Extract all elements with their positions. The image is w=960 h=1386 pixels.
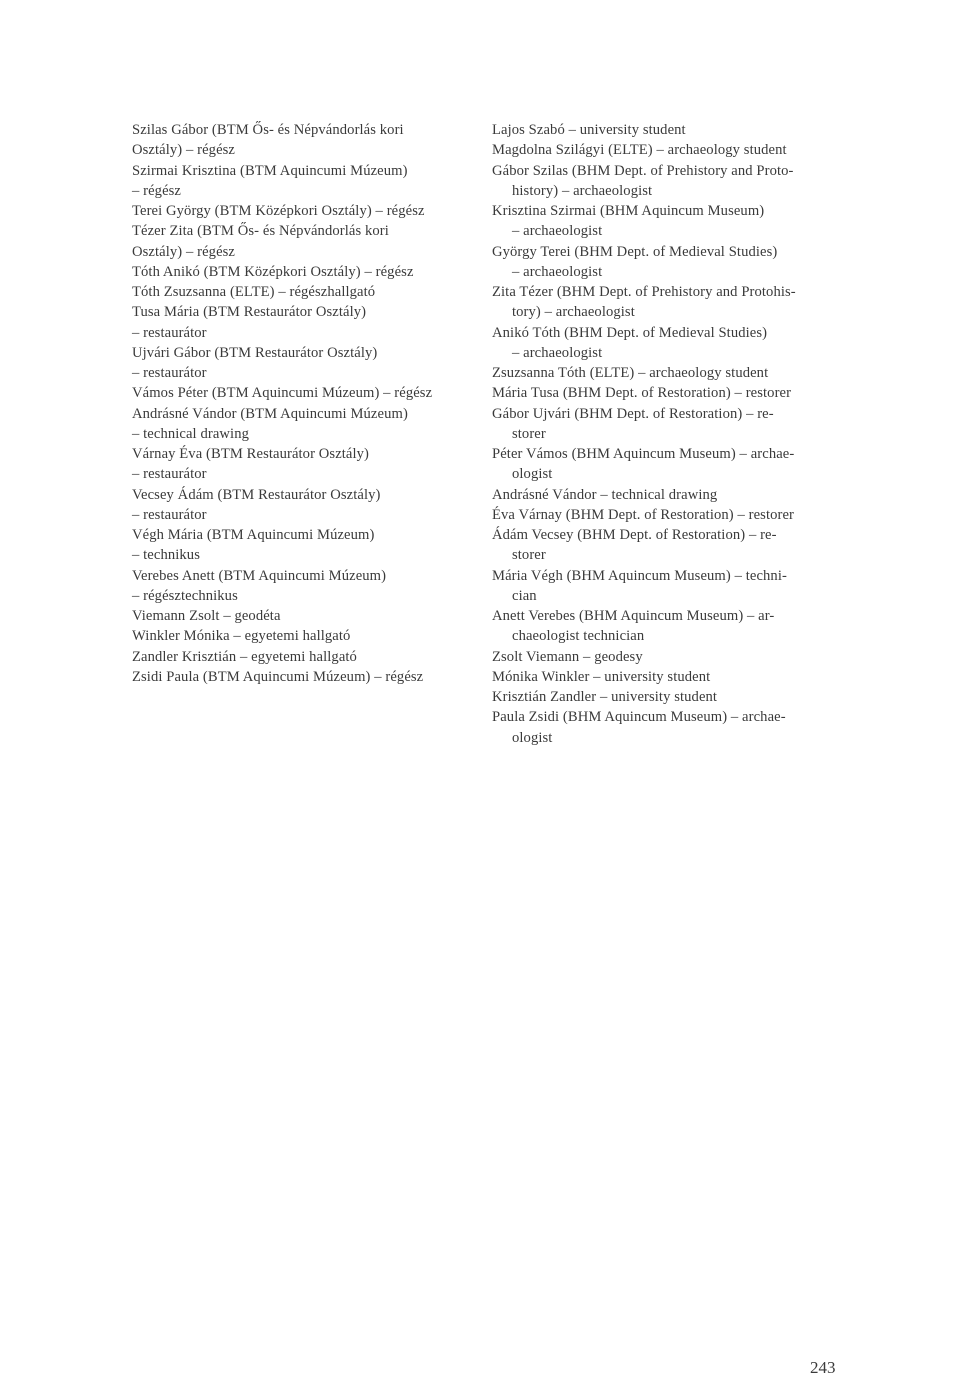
list-line: Vámos Péter (BTM Aquincumi Múzeum) – régész [132, 385, 433, 402]
list-line: Tézer Zita (BTM Ős- és Népvándorlás kori [132, 223, 389, 240]
list-line: – restaurátor [132, 506, 207, 523]
list-line: Mónika Winkler – university student [492, 668, 711, 685]
list-line: tory) – archaeologist [512, 304, 635, 321]
list-line: Zandler Krisztián – egyetemi hallgató [132, 648, 357, 665]
list-line: Andrásné Vándor – technical drawing [492, 486, 718, 503]
list-line: ologist [512, 729, 553, 746]
list-line: Viemann Zsolt – geodéta [132, 608, 281, 624]
list-line: – archaeologist [512, 223, 603, 240]
list-line: Ádám Vecsey (BHM Dept. of Restoration) – re- [492, 527, 777, 543]
list-line: Krisztina Szirmai (BHM Aquincum Museum) [492, 203, 765, 219]
page-number: 243 [810, 1358, 836, 1377]
list-line: storer [512, 547, 546, 564]
list-line: – restaurátor [132, 365, 207, 381]
list-line: – régésztechnikus [132, 587, 238, 604]
english-contributors-column [492, 120, 852, 748]
list-line: Krisztián Zandler – university student [492, 689, 718, 705]
list-line: Anikó Tóth (BHM Dept. of Medieval Studies) [492, 324, 768, 341]
list-line: Magdolna Szilágyi (ELTE) – archaeology student [492, 142, 787, 159]
list-line: Szirmai Krisztina (BTM Aquincumi Múzeum) [132, 162, 408, 179]
list-line: Zita Tézer (BHM Dept. of Prehistory and Protohis- [492, 284, 796, 300]
list-line: – restaurátor [132, 324, 207, 341]
list-line: – technikus [132, 547, 200, 564]
list-line: Paula Zsidi (BHM Aquincum Museum) – archae- [492, 709, 786, 726]
list-line: – archaeologist [512, 344, 603, 361]
list-line: Zsolt Viemann – geodesy [492, 648, 643, 665]
list-line: Péter Vámos (BHM Aquincum Museum) – archae- [492, 446, 795, 462]
list-line: Zsuzsanna Tóth (ELTE) – archaeology student [492, 365, 769, 381]
list-line: Verebes Anett (BTM Aquincumi Múzeum) [132, 567, 387, 584]
list-line: Szilas Gábor (BTM Ős- és Népvándorlás kori [132, 122, 404, 138]
list-line: Osztály) – régész [132, 142, 236, 159]
list-line: cian [512, 587, 537, 604]
list-line: Mária Végh (BHM Aquincum Museum) – techni- [492, 567, 787, 584]
list-line: – restaurátor [132, 466, 207, 483]
list-line: Andrásné Vándor (BTM Aquincumi Múzeum) [132, 405, 408, 422]
list-line: Winkler Mónika – egyetemi hallgató [132, 628, 351, 645]
list-line: chaeologist technician [512, 628, 645, 645]
list-line: – technical drawing [132, 425, 249, 442]
list-line: – régész [132, 182, 182, 199]
list-line: Mária Tusa (BHM Dept. of Restoration) – restorer [492, 385, 792, 402]
list-line: Tóth Anikó (BTM Középkori Osztály) – régész [132, 263, 414, 280]
list-line: – archaeologist [512, 263, 603, 280]
list-line: Lajos Szabó – university student [492, 122, 686, 138]
list-line: Gábor Szilas (BHM Dept. of Prehistory and Proto- [492, 162, 794, 179]
list-line: storer [512, 425, 546, 442]
list-line: Végh Mária (BTM Aquincumi Múzeum) [132, 527, 375, 543]
list-line: Anett Verebes (BHM Aquincum Museum) – ar- [492, 608, 775, 624]
list-line: Gábor Ujvári (BHM Dept. of Restoration) – re- [492, 405, 774, 422]
list-line: Ujvári Gábor (BTM Restaurátor Osztály) [132, 344, 378, 361]
list-line: Zsidi Paula (BTM Aquincumi Múzeum) – régész [132, 668, 424, 685]
list-line: ologist [512, 466, 553, 483]
list-line: Vecsey Ádám (BTM Restaurátor Osztály) [132, 486, 381, 503]
list-line: Tusa Mária (BTM Restaurátor Osztály) [132, 304, 367, 321]
list-line: Osztály) – régész [132, 243, 236, 260]
list-line: Terei György (BTM Középkori Osztály) – régész [132, 203, 425, 219]
list-line: Éva Várnay (BHM Dept. of Restoration) – restorer [492, 506, 794, 523]
list-line: György Terei (BHM Dept. of Medieval Studies) [492, 243, 778, 260]
list-line: history) – archaeologist [512, 182, 653, 199]
list-line: Várnay Éva (BTM Restaurátor Osztály) [132, 446, 370, 462]
list-line: Tóth Zsuzsanna (ELTE) – régészhallgató [132, 284, 376, 300]
hungarian-contributors-column [112, 120, 472, 687]
